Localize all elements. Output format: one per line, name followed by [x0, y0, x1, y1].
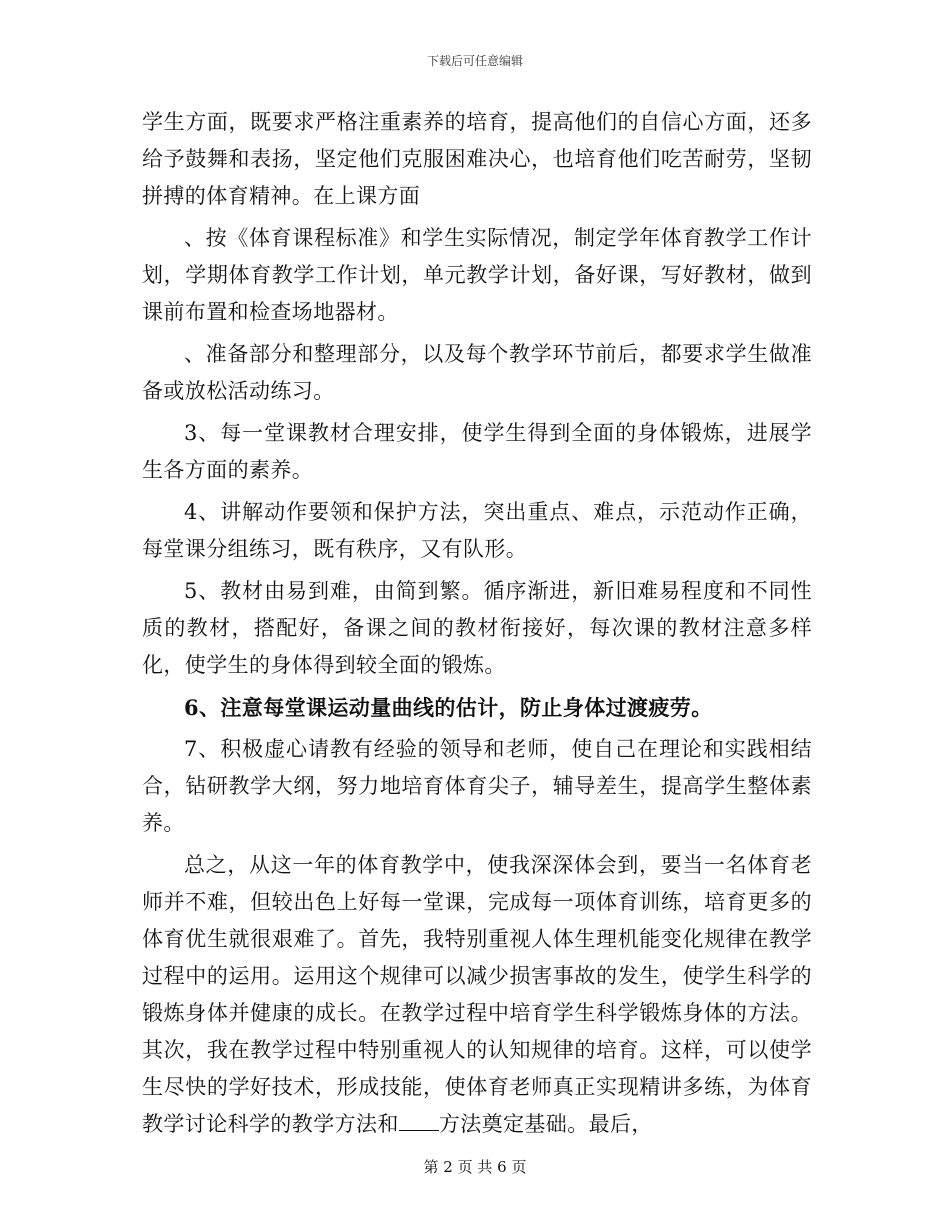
page-header: 下载后可任意编辑 [426, 54, 523, 68]
fill-in-blank [399, 1112, 439, 1131]
paragraph-9-text-after-blank: 方法奠定基础。最后， [438, 1112, 653, 1136]
paragraph-6: 5、教材由易到难，由简到繁。循序渐进，新旧难易程度和不同性质的教材，搭配好，备课之间的教材衔接好，每次课的教材注意多样化，使学生的身体得到较全面的锻炼。 [142, 579, 812, 677]
paragraph-5: 4、讲解动作要领和保护方法，突出重点、难点，示范动作正确，每堂课分组练习，既有秩序，又有队形。 [142, 500, 812, 561]
paragraph-1: 学生方面，既要求严格注重素养的培育，提高他们的自信心方面，还多给予鼓舞和表扬，坚定他们克服困难决心，也培育他们吃苦耐劳，坚韧拼搏的体育精神。在上课方面 [142, 110, 812, 208]
paragraph-8: 7、积极虚心请教有经验的领导和老师，使自己在理论和实践相结合，钻研教学大纲，努力地培育体育尖子，辅导差生，提高学生整体素养。 [142, 737, 812, 835]
paragraph-9-text-before-blank: 总之，从这一年的体育教学中，使我深深体会到，要当一名体育老师并不难，但较出色上好每一堂课，完成每一项体育训练，培育更多的体育优生就很艰难了。首先，我特别重视人体生理机能变化规律在教学过程中的运用。运用这个规律可以减少损害事故的发生，使学生科学的锻炼身体并健康的成长。在教学过程中培育学生科学锻炼身体的方法。其次，我在教学过程中特别重视人的认知规律的培育。这样，可以使学生尽快的学好技术，形成技能，使体育老师真正实现精讲多练，为体育教学讨论科学的教学方法和 [142, 853, 812, 1136]
page-footer: 第 2 页 共 6 页 [423, 1158, 527, 1176]
paragraph-3: 、准备部分和整理部分，以及每个教学环节前后，都要求学生做准备或放松活动练习。 [142, 342, 812, 403]
paragraph-2: 、按《体育课程标准》和学生实际情况，制定学年体育教学工作计划，学期体育教学工作计划，单元教学计划，备好课，写好教材，做到课前布置和检查场地器材。 [142, 226, 812, 324]
paragraph-7-bold: 6、注意每堂课运动量曲线的估计，防止身体过渡疲劳。 [184, 695, 713, 720]
paragraph-4: 3、每一堂课教材合理安排，使学生得到全面的身体锻炼，进展学生各方面的素养。 [142, 421, 812, 482]
document-body [142, 104, 812, 1148]
paragraph-9 [142, 847, 812, 1143]
